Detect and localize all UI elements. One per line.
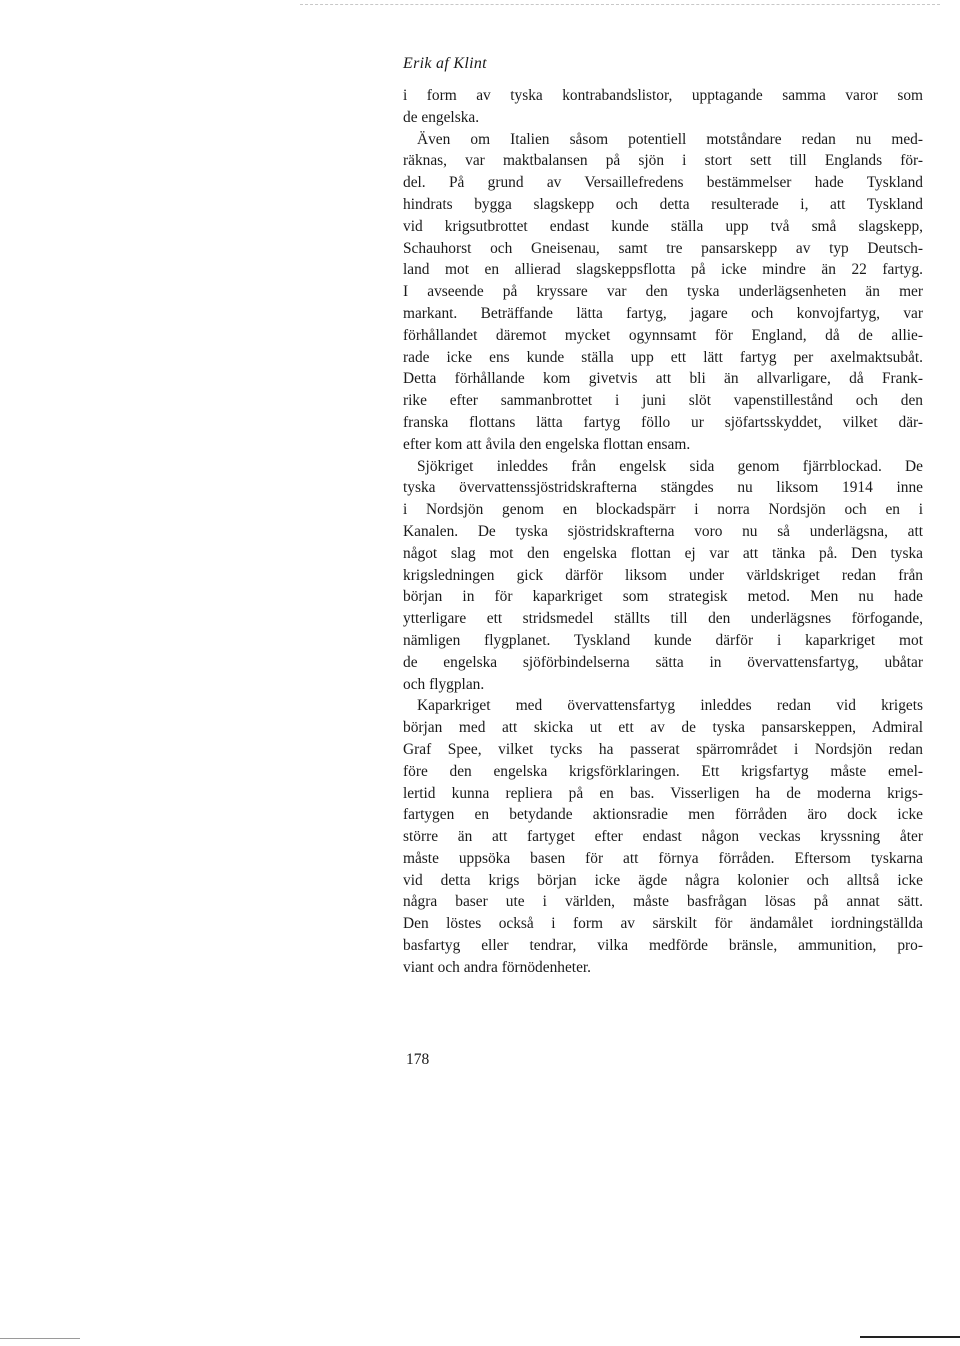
text-line: i form av tyska kontrabandslistor, upptagande samma varor som: [403, 87, 923, 104]
text-line: Graf Spee, vilket tycks ha passerat spärrområdet i Nordsjön redan: [403, 740, 923, 758]
body-text: [403, 85, 923, 979]
text-line: räknas, var maktbalansen på sjön i stort sett till Englands för-: [403, 152, 923, 170]
bottom-edge-rule-left: [0, 1338, 80, 1339]
text-line: Kaparkriget med övervattensfartyg inleddes redan vid krigets: [417, 697, 923, 715]
text-line: de engelska sjöförbindelserna sätta in övervattensfartyg, ubåtar: [403, 653, 923, 671]
text-line: rade icke ens kunde ställa upp ett lätt fartyg per axelmaktsubåt.: [403, 348, 923, 366]
text-line: Kanalen. De tyska sjöstridskrafterna voro nu så underlägsna, att: [403, 522, 923, 540]
text-line: förhållandet däremot mycket ogynnsamt för England, då de allie-: [403, 326, 923, 344]
text-line: större än att fartyget efter endast någon veckas kryssning åter: [403, 828, 923, 846]
text-line: Även om Italien såsom potentiell motståndare redan nu med-: [417, 130, 923, 148]
text-line: Sjökriget inleddes från engelsk sida genom fjärrblockad. De: [417, 457, 923, 475]
text-line: basfartyg eller tendrar, vilka medförde bränsle, ammunition, pro-: [403, 937, 923, 955]
text-line: måste uppsöka basen för att förnya förråden. Eftersom tyskarna: [403, 849, 923, 867]
text-line: markant. Beträffande lätta fartyg, jagare och konvojfartyg, var: [403, 304, 923, 322]
text-line: land mot en allierad slagskeppsflotta på icke mindre än 22 fartyg.: [403, 261, 923, 279]
text-line: krigsledningen gick därför liksom under världskriget redan från: [403, 566, 923, 584]
text-line: några baser ute i världen, måste basfrågan lösas på annat sätt.: [403, 893, 923, 911]
text-line: Den löstes också i form av särskilt för ändamålet iordningställda: [403, 915, 923, 933]
text-line: och flygplan.: [403, 675, 485, 693]
text-line: nämligen flygplanet. Tyskland kunde därför i kaparkriget mot: [403, 631, 923, 649]
bottom-edge-rule-right: [860, 1336, 960, 1338]
text-line: något slag mot den engelska flottan ej var att tänka på. Den tyska: [403, 544, 923, 562]
text-line: vid detta krigs början icke ägde några kolonier och alltså icke: [403, 871, 923, 889]
text-line: Schauhorst och Gneisenau, samt tre pansarskepp av typ Deutsch-: [403, 239, 923, 257]
page-number: 178: [406, 1051, 430, 1068]
text-line: före den engelska krigsförklaringen. Ett krigsfartyg måste emel-: [403, 762, 923, 780]
top-edge-rule: [300, 4, 940, 5]
text-line: viant och andra förnödenheter.: [403, 958, 592, 976]
text-line: de engelska.: [403, 108, 480, 126]
text-line: Detta förhållande kom givetvis att bli än allvarligare, då Frank-: [403, 370, 923, 388]
text-line: tyska övervattenssjöstridskrafterna stängdes nu liksom 1914 inne: [403, 479, 923, 497]
text-line: del. På grund av Versaillefredens bestämmelser hade Tyskland: [403, 174, 923, 192]
text-line: början in för kaparkriget som strategisk metod. Men nu hade: [403, 588, 923, 606]
text-line: fartygen en betydande aktionsradie men förråden äro dock icke: [403, 806, 923, 824]
text-line: vid krigsutbrottet endast kunde ställa upp två små slagskepp,: [403, 217, 923, 235]
text-line: lertid kunna repliera på en bas. Visserligen ha de moderna krigs-: [403, 784, 923, 802]
text-line: rike efter sammanbrottet i juni slöt vapenstillestånd och den: [403, 392, 923, 410]
text-line: franska flottans lätta fartyg föllo ur sjöfartsskyddet, vilket där-: [403, 413, 923, 431]
text-line: I avseende på kryssare var den tyska underlägsenheten än mer: [403, 283, 923, 301]
text-line: ytterligare ett stridsmedel ställts till den underlägsnes förfogande,: [403, 610, 923, 628]
text-line: efter kom att åvila den engelska flottan ensam.: [403, 435, 691, 453]
text-line: i Nordsjön genom en blockadspärr i norra Nordsjön och en i: [403, 501, 923, 519]
running-head-author: Erik af Klint: [403, 55, 487, 72]
text-line: hindrats bygga slagskepp och detta resulterade i, att Tyskland: [403, 195, 923, 213]
text-line: början med att skicka ut ett av de tyska pansarskeppen, Admiral: [403, 719, 923, 737]
